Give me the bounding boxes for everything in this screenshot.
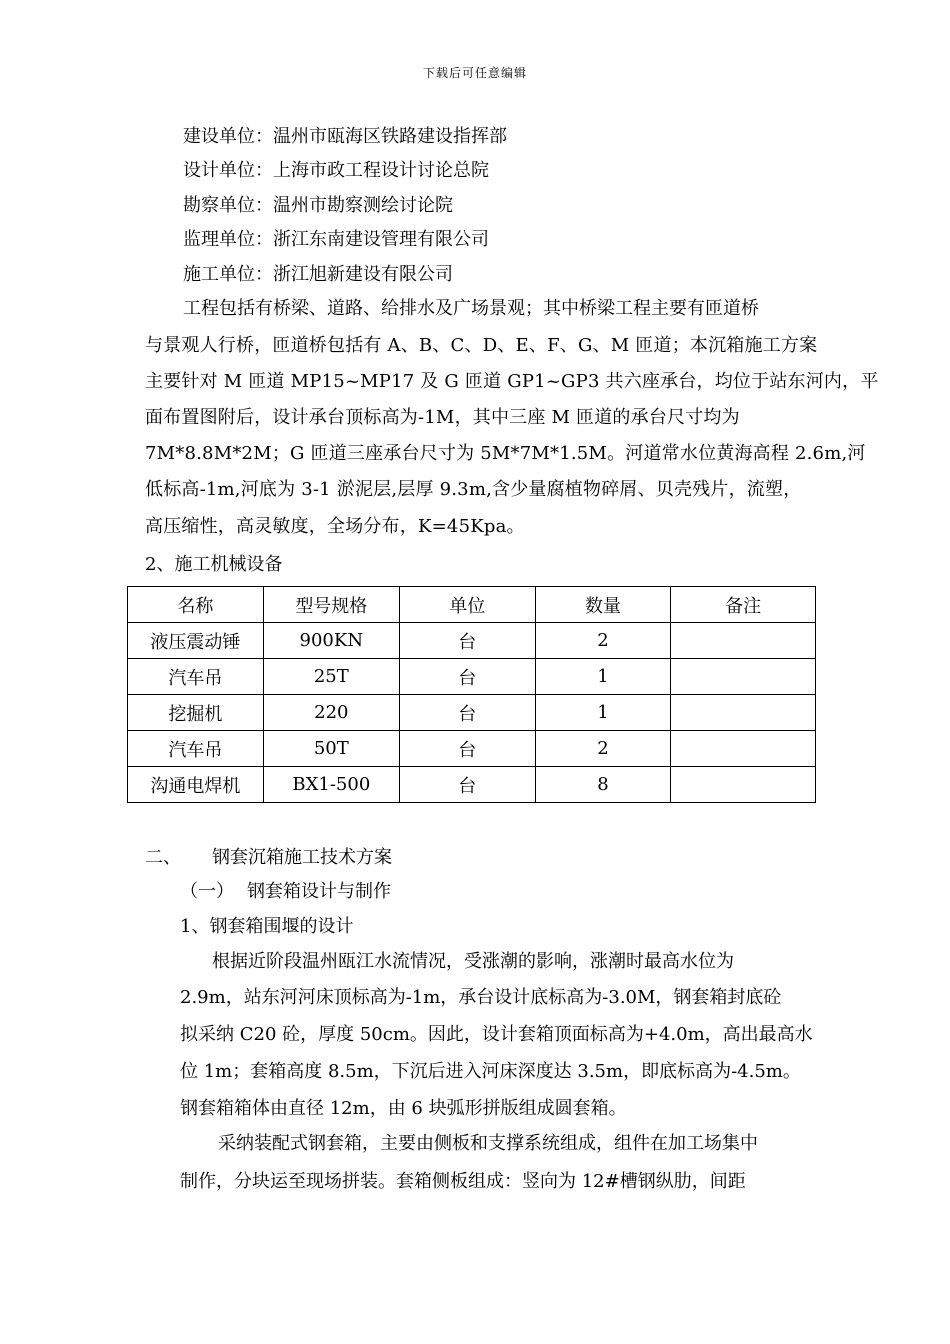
project-paragraph-line: 主要针对 M 匝道 MP15~MP17 及 G 匝道 GP1~GP3 共六座承台，均位于站东河内，平 bbox=[145, 371, 879, 392]
design-unit: 设计单位：上海市政工程设计讨论总院 bbox=[183, 160, 489, 181]
section-title: 钢套沉箱施工技术方案 bbox=[212, 847, 392, 868]
table-header-row bbox=[128, 587, 816, 623]
project-paragraph-line: 低标高-1m,河底为 3-1 淤泥层,层厚 9.3m,含少量腐植物碎屑、贝壳残片，流塑， bbox=[145, 479, 802, 500]
table-cell bbox=[671, 659, 816, 695]
table-cell bbox=[671, 731, 816, 767]
table-header-cell: 数量 bbox=[535, 587, 671, 623]
table-cell: 挖掘机 bbox=[128, 695, 264, 731]
table-cell: 25T bbox=[263, 659, 399, 695]
table-cell: 汽车吊 bbox=[128, 731, 264, 767]
table-cell bbox=[671, 623, 816, 659]
design-paragraph-line: 拟采纳 C20 砼，厚度 50cm。因此，设计套箱顶面标高为+4.0m，高出最高水 bbox=[180, 1024, 813, 1045]
section-number: 二、 bbox=[145, 847, 181, 868]
contractor-unit: 施工单位：浙江旭新建设有限公司 bbox=[183, 264, 453, 285]
project-paragraph-line: 高压缩性，高灵敏度，全场分布，K=45Kpa。 bbox=[145, 516, 525, 537]
survey-unit: 勘察单位：温州市勘察测绘讨论院 bbox=[183, 195, 453, 216]
table-row bbox=[128, 695, 816, 731]
table-cell: 8 bbox=[535, 767, 671, 803]
construction-unit: 建设单位：温州市瓯海区铁路建设指挥部 bbox=[183, 126, 507, 147]
project-paragraph-line: 7M*8.8M*2M；G 匝道三座承台尺寸为 5M*7M*1.5M。河道常水位黄海高程 2.6m,河 bbox=[145, 443, 866, 464]
table-header-cell: 备注 bbox=[671, 587, 816, 623]
table-cell: 台 bbox=[399, 695, 535, 731]
item-heading: 1、钢套箱围堰的设计 bbox=[180, 916, 354, 937]
table-row bbox=[128, 659, 816, 695]
design-paragraph-line: 位 1m；套箱高度 8.5m，下沉后进入河床深度达 3.5m，即底标高为-4.5m。 bbox=[180, 1061, 801, 1082]
project-paragraph-line: 面布置图附后，设计承台顶标高为-1M，其中三座 M 匝道的承台尺寸均为 bbox=[145, 407, 740, 428]
table-cell bbox=[671, 695, 816, 731]
subsection-number: （一） bbox=[180, 881, 234, 902]
design-paragraph-line: 根据近阶段温州瓯江水流情况，受涨潮的影响，涨潮时最高水位为 bbox=[212, 951, 734, 972]
table-cell: 50T bbox=[263, 731, 399, 767]
table-cell: BX1-500 bbox=[263, 767, 399, 803]
page-header: 下载后可任意编辑 bbox=[422, 66, 527, 80]
table-cell: 1 bbox=[535, 659, 671, 695]
table-header-cell: 单位 bbox=[399, 587, 535, 623]
subsection-title: 钢套箱设计与制作 bbox=[247, 881, 391, 902]
table-row bbox=[128, 731, 816, 767]
equipment-heading: 2、施工机械设备 bbox=[145, 554, 283, 575]
table-cell: 台 bbox=[399, 623, 535, 659]
supervision-unit: 监理单位：浙江东南建设管理有限公司 bbox=[183, 229, 489, 250]
table-cell: 台 bbox=[399, 731, 535, 767]
table-row bbox=[128, 623, 816, 659]
table-cell bbox=[671, 767, 816, 803]
equipment-table bbox=[127, 586, 816, 803]
table-cell: 台 bbox=[399, 767, 535, 803]
project-paragraph-line: 工程包括有桥梁、道路、给排水及广场景观；其中桥梁工程主要有匝道桥 bbox=[183, 298, 759, 319]
assembly-paragraph-line: 采纳装配式钢套箱，主要由侧板和支撑系统组成，组件在加工场集中 bbox=[218, 1133, 758, 1154]
table-cell: 2 bbox=[535, 731, 671, 767]
table-cell: 900KN bbox=[263, 623, 399, 659]
design-paragraph-line: 钢套箱箱体由直径 12m，由 6 块弧形拼版组成圆套箱。 bbox=[180, 1098, 627, 1119]
table-cell: 液压震动锤 bbox=[128, 623, 264, 659]
assembly-paragraph-line: 制作，分块运至现场拼装。套箱侧板组成：竖向为 12#槽钢纵肋，间距 bbox=[180, 1171, 746, 1192]
table-cell: 沟通电焊机 bbox=[128, 767, 264, 803]
table-cell: 1 bbox=[535, 695, 671, 731]
table-cell: 台 bbox=[399, 659, 535, 695]
table-header-cell: 名称 bbox=[128, 587, 264, 623]
design-paragraph-line: 2.9m，站东河河床顶标高为-1m，承台设计底标高为-3.0M，钢套箱封底砼 bbox=[180, 987, 782, 1008]
project-paragraph-line: 与景观人行桥，匝道桥包括有 A、B、C、D、E、F、G、M 匝道；本沉箱施工方案 bbox=[145, 335, 818, 356]
table-row bbox=[128, 767, 816, 803]
table-cell: 2 bbox=[535, 623, 671, 659]
table-header-cell: 型号规格 bbox=[263, 587, 399, 623]
table-cell: 220 bbox=[263, 695, 399, 731]
table-cell: 汽车吊 bbox=[128, 659, 264, 695]
